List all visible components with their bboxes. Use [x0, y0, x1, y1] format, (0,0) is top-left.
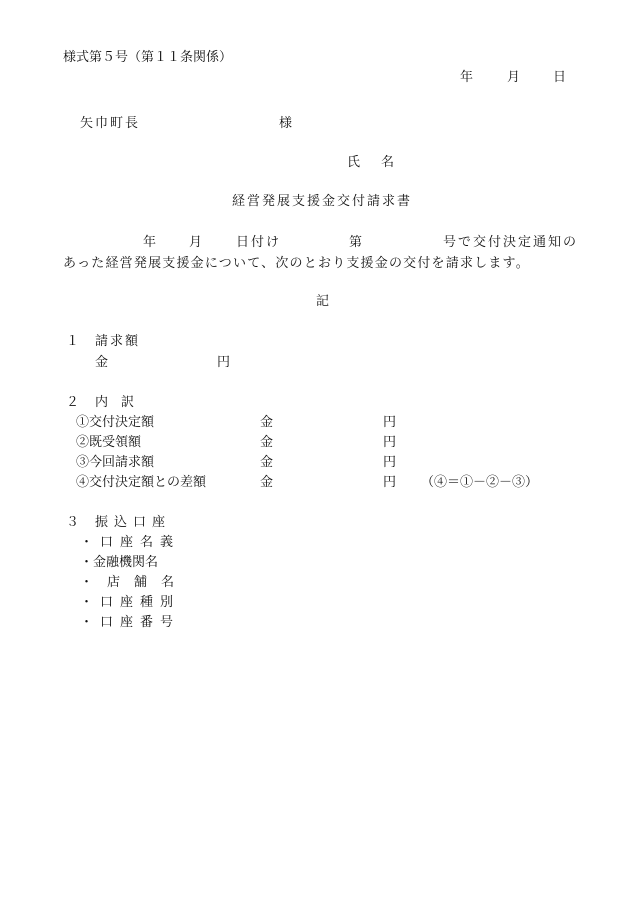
date-month: 月 [507, 70, 521, 85]
breakdown-kin: 金 [260, 415, 274, 430]
breakdown-label: ④交付決定額との差額 [76, 475, 207, 490]
breakdown-label: ②既受領額 [76, 435, 142, 450]
breakdown-label: ③今回請求額 [76, 455, 155, 470]
date-year: 年 [460, 70, 474, 85]
bank-item-institution: ・金融機関名 [80, 555, 159, 570]
breakdown-yen: 円 [383, 415, 397, 430]
section1-yen: 円 [217, 355, 231, 370]
body-dai: 第 [349, 235, 363, 250]
breakdown-yen: 円 [383, 455, 397, 470]
breakdown-kin: 金 [260, 475, 274, 490]
bank-item-account-holder: ・口座名義 [80, 535, 181, 550]
section3-title: 振込口座 [95, 515, 172, 530]
form-label: 様式第５号（第１１条関係） [63, 50, 233, 65]
section1-title: 請求額 [95, 334, 141, 349]
breakdown-kin: 金 [260, 435, 274, 450]
breakdown-yen: 円 [383, 435, 397, 450]
addressee-honorific: 様 [279, 116, 293, 131]
breakdown-yen: 円 [383, 475, 397, 490]
section1-number: １ [66, 334, 80, 349]
breakdown-label: ①交付決定額 [76, 415, 155, 430]
bank-item-branch: ・店舗名 [80, 575, 189, 590]
section1-kin: 金 [95, 355, 109, 370]
section2-title: 内 訳 [95, 395, 135, 410]
body-year: 年 [143, 235, 157, 250]
ki-label: 記 [316, 294, 330, 309]
body-line2: あった経営発展支援金について、次のとおり支援金の交付を請求します。 [63, 256, 530, 271]
date-day: 日 [553, 70, 567, 85]
body-line1-tail: 号で交付決定通知の [443, 235, 579, 250]
doc-title: 経営発展支援金交付請求書 [232, 194, 413, 209]
addressee-name: 矢巾町長 [80, 116, 141, 131]
bank-item-account-number: ・口座番号 [80, 615, 181, 630]
bank-item-account-type: ・口座種別 [80, 595, 181, 610]
section2-number: ２ [66, 395, 80, 410]
body-day-suffix: 日付け [236, 235, 282, 250]
section3-number: ３ [66, 515, 80, 530]
body-month: 月 [189, 235, 203, 250]
applicant-name-label: 氏 名 [347, 155, 399, 170]
breakdown-kin: 金 [260, 455, 274, 470]
breakdown-note: （④＝①－②－③） [421, 475, 539, 490]
